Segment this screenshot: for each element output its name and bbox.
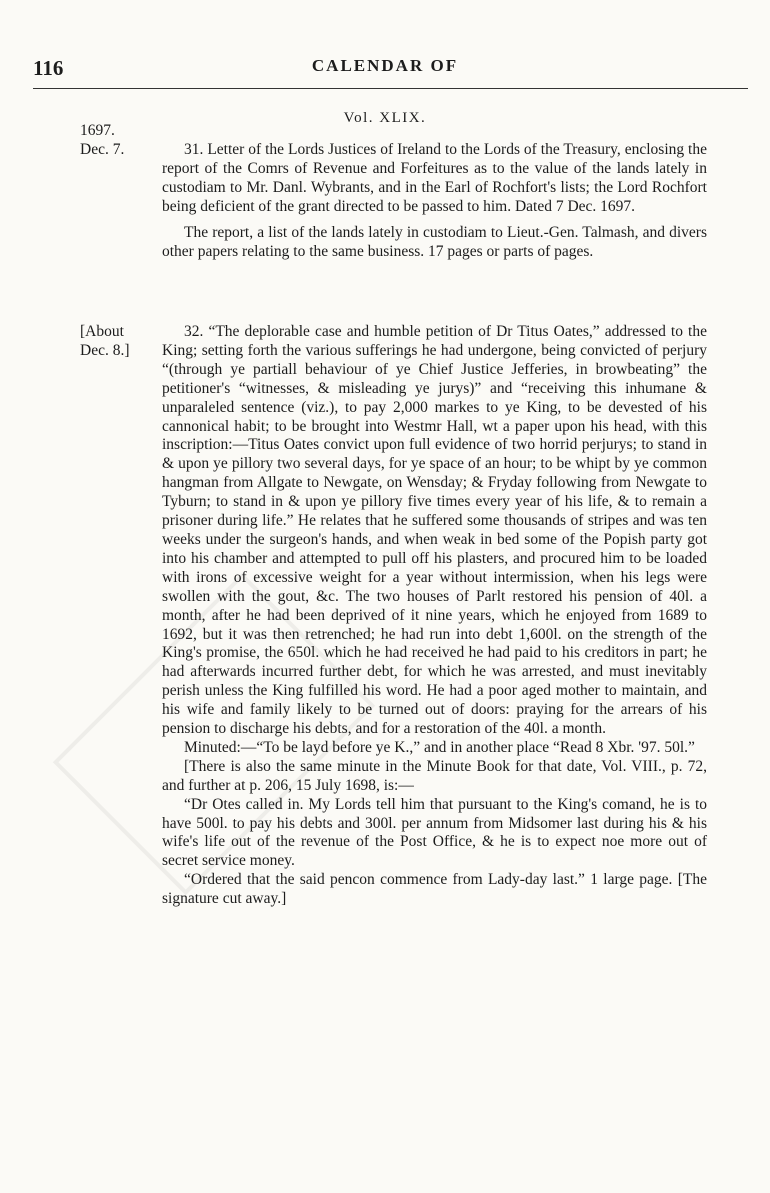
- entry-32: [162, 323, 707, 909]
- entry31-paragraph-2: The report, a list of the lands lately in custodiam to Lieut.-Gen. Talmash, and divers other papers relating to the same business. 17 pages or parts of pages.: [162, 223, 707, 260]
- entry31-paragraph-1: 31. Letter of the Lords Justices of Ireland to the Lords of the Treasury, enclosing the report of the Comrs of Revenue and Forfeitures as to the value of the lands lately in custodiam to Mr. Danl. Wybrants, and in the Earl of Rochfort's lists; the Lord Rochfort being deficient of the grant directed to be passed to him. Dated 7 Dec. 1697.: [162, 141, 707, 215]
- header-rule: [33, 88, 748, 89]
- entry32-paragraph-5: “Ordered that the said pencon commence from Lady-day last.” 1 large page. [The signature cut away.]: [162, 871, 707, 908]
- volume-heading: Vol. XLIX.: [343, 110, 427, 126]
- margin-date: Dec. 7.: [80, 140, 125, 158]
- margin-year: 1697.: [80, 122, 115, 139]
- margin-date: Dec. 8.]: [80, 341, 130, 359]
- margin-date-entry32: [80, 323, 142, 360]
- margin-about: [About: [80, 323, 124, 340]
- page-number: 116: [33, 56, 64, 80]
- entry32-paragraph-1: 32. “The deplorable case and humble petition of Dr Titus Oates,” addressed to the King; setting forth the various sufferings he had undergone, being convicted of perjury “(through ye partiall behaviour of ye Chief Justice Jefferies, in browbeating” the petitioner's “witnesses, & misleading ye jurys)” and “receiving this inhumane & unparaleled sentence (viz.), to pay 2,000 markes to ye King, to be devested of his cannonical habit; to be brought into Westmr Hall, wt a paper upon his head, with this inscription:—Titus Oates convict upon full evidence of two horrid perjurys; to stand in & upon ye pillory two several days, for ye space of an hour; to be whipt by ye common hangman from Allgate to Newgate, on Wensday; & Fryday following from Newgate to Tyburn; to stand in & upon ye pillory five times every year of his life, & to remain a prisoner during life.” He relates that he suffered some thousands of stripes and was ten weeks under the surgeon's hands, and when weak in bed some of the Popish party got into his chamber and attempted to pull off his plasters, and procured him to be loaded with irons of excessive weight for a year without intermission, when his legs were swollen with the gout, &c. The two houses of Parlt restored his pension of 40l. a month, after he had been deprived of it nine years, which he enjoyed from 1689 to 1692, but it was then retrenched; he had run into debt 1,600l. on the strength of the King's promise, the 650l. which he had received he had paid to his creditors in part; he had afterwards incurred further debt, for which he was arrested, and must inevitably perish unless the King fulfilled his word. He had a poor aged mother to maintain, and his wife and family likely to be turned out of doors: praying for the arrears of his pension to discharge his debts, and for a restoration of the 40l. a month.: [162, 323, 707, 738]
- running-title: CALENDAR OF: [311, 56, 459, 75]
- entry32-paragraph-4: “Dr Otes called in. My Lords tell him that pursuant to the King's comand, he is to have 500l. to pay his debts and 300l. per annum from Midsomer last during his & his wife's life out of the revenue of the Post Office, & he is to expect noe more out of secret service money.: [162, 795, 707, 870]
- entry-31: [162, 141, 707, 261]
- entry32-paragraph-2: Minuted:—“To be layd before ye K.,” and in another place “Read 8 Xbr. '97. 50l.”: [184, 738, 695, 756]
- margin-date-entry31: [80, 122, 142, 159]
- entry32-paragraph-3: [There is also the same minute in the Minute Book for that date, Vol. VIII., p. 72, and further at p. 206, 15 July 1698, is:—: [162, 757, 707, 794]
